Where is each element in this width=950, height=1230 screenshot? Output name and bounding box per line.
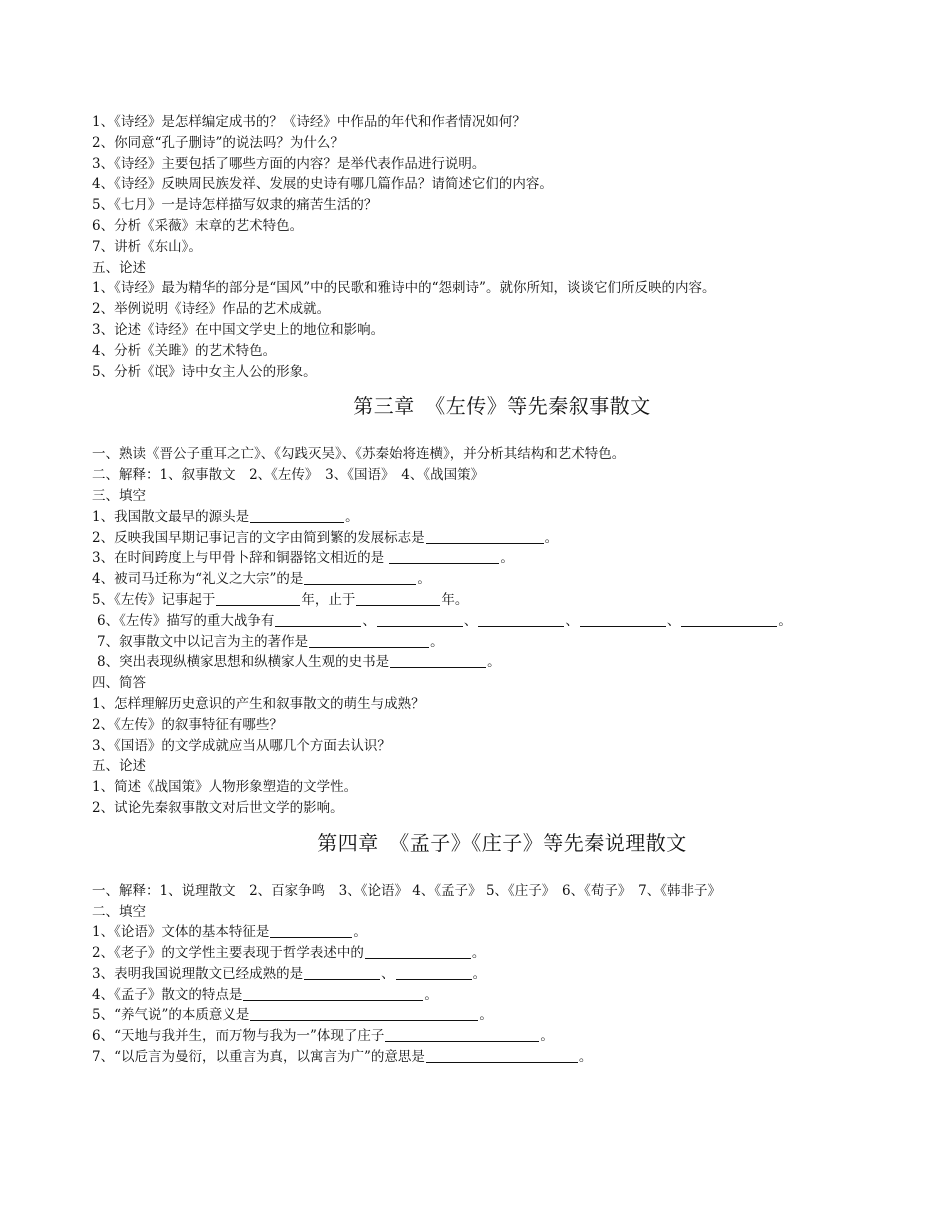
fill-question: [92, 922, 912, 943]
punctuation: 。: [578, 1049, 593, 1066]
question-line: 3、《诗经》主要包括了哪些方面的内容？是举代表作品进行说明。: [92, 155, 486, 172]
question-text: 4、《孟子》散文的特点是: [92, 986, 243, 1003]
question-text: 7、“以卮言为曼衍，以重言为真，以寓言为广”的意思是: [92, 1049, 425, 1066]
question-text: 4、被司马迁称为“礼义之大宗”的是: [92, 571, 304, 588]
section-heading: 五、论述: [92, 259, 146, 276]
question-line: 1、怎样理解历史意识的产生和叙事散文的萌生与成熟？: [92, 695, 425, 712]
fill-question: [92, 548, 912, 569]
question-line: 3、论述《诗经》在中国文学史上的地位和影响。: [92, 321, 385, 338]
fill-question: [92, 528, 912, 549]
answer-blank[interactable]: [377, 612, 463, 627]
question-line: 5、分析《氓》诗中女主人公的形象。: [92, 363, 317, 380]
question-text: 2、《老子》的文学性主要表现于哲学表述中的: [92, 945, 364, 962]
answer-blank[interactable]: [250, 508, 344, 523]
question-text: 3、在时间跨度上与甲骨卜辞和铜器铭文相近的是: [92, 550, 385, 567]
fill-question: [92, 507, 912, 528]
question-text: 年，止于: [301, 591, 356, 608]
fill-question: [92, 1047, 912, 1068]
reading-task: 一、熟读《晋公子重耳之亡》、《勾践灭吴》、《苏秦始将连横》，并分析其结构和艺术特色。: [92, 446, 626, 463]
question-text: 6、《左传》描写的重大战争有: [97, 612, 275, 629]
question-line: 1、简述《战国策》人物形象塑造的文学性。: [92, 779, 358, 796]
fill-question: [92, 569, 912, 590]
punctuation: 、: [565, 612, 579, 629]
terms-line: 二、解释：1、叙事散文 2、《左传》 3、《国语》 4、《战国策》: [92, 467, 485, 484]
question-line: 7、讲析《东山》。: [92, 238, 202, 255]
punctuation: 、: [381, 965, 395, 982]
answer-blank[interactable]: [426, 529, 544, 544]
question-text: 2、反映我国早期记事记言的文字由简到繁的发展标志是: [92, 529, 425, 546]
section-heading: 四、简答: [92, 675, 146, 692]
fill-question: [92, 1005, 912, 1026]
question-text: 5、《左传》记事起于: [92, 591, 216, 608]
fill-question: [92, 590, 912, 611]
punctuation: 。: [345, 508, 359, 525]
terms-line: 一、解释：1、说理散文 2、百家争鸣 3、《论语》 4、《孟子》 5、《庄子》 6、《荀子》 7、《韩非子》: [92, 882, 721, 899]
punctuation: 。: [417, 571, 431, 588]
question-text: 1、我国散文最早的源头是: [92, 508, 250, 525]
section-heading: 三、填空: [92, 487, 146, 504]
answer-blank[interactable]: [356, 591, 440, 606]
punctuation: 。: [353, 924, 367, 941]
answer-blank[interactable]: [390, 653, 486, 668]
punctuation: 。: [430, 633, 444, 650]
question-line: 6、分析《采薇》末章的艺术特色。: [92, 217, 304, 234]
answer-blank[interactable]: [243, 986, 423, 1001]
punctuation: 。: [424, 986, 438, 1003]
answer-blank[interactable]: [365, 944, 471, 959]
punctuation: 。: [472, 965, 487, 982]
answer-blank[interactable]: [304, 570, 416, 585]
question-line: 2、试论先秦叙事散文对后世文学的影响。: [92, 799, 344, 816]
punctuation: 。: [500, 550, 514, 567]
punctuation: 。: [479, 1007, 493, 1024]
answer-blank[interactable]: [304, 965, 380, 980]
question-line: 2、你同意“孔子删诗”的说法吗？为什么？: [92, 134, 344, 151]
question-text: 5、“养气说”的本质意义是: [92, 1007, 250, 1024]
fill-question: [92, 943, 912, 964]
question-line: 2、举例说明《诗经》作品的艺术成就。: [92, 301, 331, 318]
answer-blank[interactable]: [681, 612, 777, 627]
punctuation: 、: [666, 612, 681, 629]
answer-blank[interactable]: [309, 633, 429, 648]
fill-question: [92, 985, 912, 1006]
answer-blank[interactable]: [216, 591, 300, 606]
punctuation: 。: [544, 529, 559, 546]
fill-question: [92, 1026, 912, 1047]
question-text: 年。: [441, 591, 469, 608]
chapter-title: 第三章 《左传》等先秦叙事散文: [353, 394, 651, 419]
chapter-title: 第四章 《孟子》《庄子》等先秦说理散文: [317, 830, 687, 855]
question-line: 5、《七月》一是诗怎样描写奴隶的痛苦生活的？: [92, 197, 378, 214]
question-line: 4、分析《关雎》的艺术特色。: [92, 342, 277, 359]
question-text: 7、叙事散文中以记言为主的著作是: [97, 633, 309, 650]
fill-question: [92, 652, 912, 673]
question-line: 3、《国语》的文学成就应当从哪几个方面去认识？: [92, 737, 391, 754]
question-line: 1、《诗经》最为精华的部分是“国风”中的民歌和雅诗中的“怨刺诗”。就你所知，谈谈它们所反映的内容。: [92, 280, 716, 297]
page-content: [92, 112, 912, 1068]
answer-blank[interactable]: [250, 1006, 478, 1021]
section-heading: 五、论述: [92, 758, 146, 775]
question-line: 1、《诗经》是怎样编定成书的？《诗经》中作品的年代和作者情况如何？: [92, 114, 526, 130]
punctuation: 、: [463, 612, 478, 629]
answer-blank[interactable]: [389, 549, 499, 564]
answer-blank[interactable]: [580, 612, 666, 627]
answer-blank[interactable]: [478, 612, 564, 627]
fill-question: [92, 964, 912, 985]
question-text: 6、“天地与我并生，而万物与我为一”体现了庄子: [92, 1028, 385, 1045]
answer-blank[interactable]: [275, 612, 361, 627]
punctuation: 。: [487, 654, 501, 671]
question-line: 2、《左传》的叙事特征有哪些？: [92, 716, 283, 733]
fill-question: [92, 611, 912, 632]
punctuation: 。: [471, 945, 486, 962]
answer-blank[interactable]: [396, 965, 472, 980]
fill-question: [92, 632, 912, 653]
question-text: 3、表明我国说理散文已经成熟的是: [92, 965, 304, 982]
answer-blank[interactable]: [270, 923, 352, 938]
punctuation: 。: [540, 1028, 554, 1045]
answer-blank[interactable]: [385, 1027, 539, 1042]
question-line: 4、《诗经》反映周民族发祥、发展的史诗有哪几篇作品？请简述它们的内容。: [92, 176, 553, 193]
question-text: 8、突出表现纵横家思想和纵横家人生观的史书是: [97, 654, 390, 671]
punctuation: 。: [778, 612, 792, 629]
section-heading: 二、填空: [92, 903, 146, 920]
punctuation: 、: [362, 612, 376, 629]
answer-blank[interactable]: [426, 1048, 578, 1063]
question-text: 1、《论语》文体的基本特征是: [92, 924, 270, 941]
